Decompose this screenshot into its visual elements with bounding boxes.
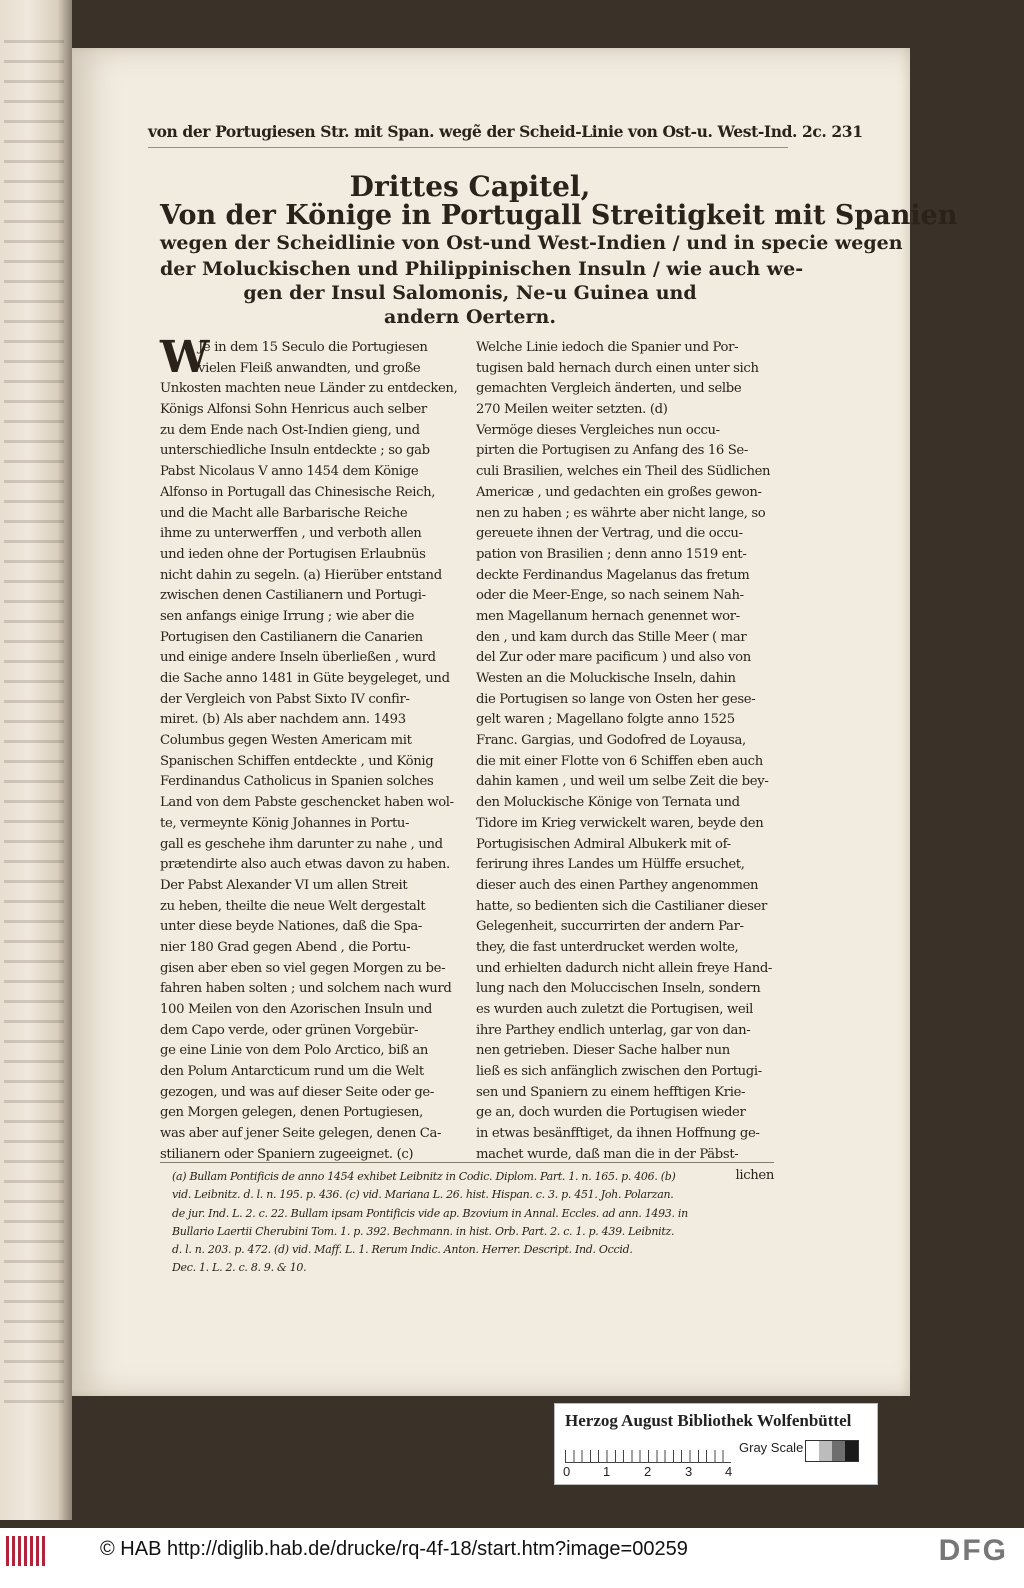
drop-capital: W [160,332,210,383]
text-line: deckte Ferdinandus Magelanus das fretum [476,567,750,583]
text-line: lichen [735,1167,774,1183]
text-line: ferirung ihres Landes um Hülffe ersuchet, [476,857,745,873]
text-line: Je in dem 15 Seculo die Portugiesen [198,340,428,355]
text-line: der Vergleich von Pabst Sixto IV confir- [160,691,410,707]
gray-scale-swatches [805,1440,859,1462]
text-line: Vermöge dieses Vergleiches nun occu- [476,422,720,438]
adjacent-page-text-shadow [4,40,64,1420]
text-line: zu heben, theilte die neue Welt dergestalt [160,898,426,914]
adjacent-page-edge [0,0,72,1520]
text-line: zwischen denen Castilianern und Portugi- [160,588,426,604]
footnote-line: Bullario Laertii Cherubini Tom. 1. p. 392. Bechmann. in hist. Orb. Part. 2. c. 1. p. 439. Leibnitz. [172,1224,675,1238]
text-line: Königs Alfonsi Sohn Henricus auch selber [160,402,427,418]
text-line: stilianern oder Spaniern zugeeignet. (c) [160,1146,414,1162]
text-line: gen Morgen gelegen, denen Portugiesen, [160,1105,424,1121]
text-line: Tidore im Krieg verwickelt waren, beyde den [476,815,764,831]
right-text-column [476,338,774,1186]
library-name: Herzog August Bibliothek Wolfenbüttel [565,1411,852,1430]
footnotes [172,1168,776,1278]
text-line: dem Capo verde, oder grünen Vorgebür- [160,1022,419,1038]
chapter-heading: Drittes Capitel, [349,170,591,203]
text-line: und einige andere Inseln überließen , wurd [160,650,436,666]
ruler-number: 2 [644,1464,652,1479]
text-line: Portugisen den Castilianern die Canarien [160,629,423,645]
text-line: pation von Brasilien ; denn anno 1519 ent- [476,546,747,562]
text-line: Franc. Gargias, und Godofred de Loyausa, [476,733,746,749]
footnote-line: vid. Leibnitz. d. l. n. 195. p. 436. (c) vid. Mariana L. 26. hist. Hispan. c. 3. p. 451. Joh. Polarzan. [172,1188,674,1202]
text-line: nen getrieben. Dieser Sache halber nun [476,1043,730,1059]
footnote-line: Dec. 1. L. 2. c. 8. 9. & 10. [172,1261,307,1275]
text-line: gelt waren ; Magellano folgte anno 1525 [476,712,735,728]
text-line: lung nach den Moluccischen Inseln, sondern [476,981,761,997]
footnote-line: de jur. Ind. L. 2. c. 22. Bullam ipsam Pontificis vide ap. Bzovium in Annal. Eccles. ad ann. 1493. in [172,1206,688,1220]
ruler-number: 1 [603,1464,611,1479]
text-line: Westen an die Moluckische Inseln, dahin [476,671,736,686]
text-line: 100 Meilen von den Azorischen Insuln und [160,1002,432,1017]
text-line: Welche Linie iedoch die Spanier und Por- [476,340,739,355]
text-line: they, die fast unterdrucket werden wolte, [476,939,739,955]
text-line: gezogen, und was auf dieser Seite oder ge- [160,1084,434,1100]
text-line: oder die Meer-Enge, so nach seinem Nah- [476,588,744,604]
gray-swatch [832,1441,845,1461]
color-calibration-card [554,1403,878,1485]
text-line: Unkosten machten neue Länder zu entdecken, [160,381,458,397]
text-line: und ieden ohne der Portugisen Erlaubnüs [160,546,426,562]
chapter-title-line: gen der Insul Salomonis, Ne-u Guinea und [243,282,697,304]
text-line: den Moluckische Könige von Ternata und [476,795,740,811]
text-line: Land von dem Pabste geschencket haben wol- [160,795,454,811]
footnote-rule [160,1162,774,1163]
text-line: in etwas besänfftiget, da ihnen Hoffnung ge- [476,1126,760,1142]
footnote-line: (a) Bullam Pontificis de anno 1454 exhibet Leibnitz in Codic. Diplom. Part. 1. n. 165. p. 406. (b) [172,1170,676,1183]
text-line: Alfonso in Portugall das Chinesische Reich, [160,484,436,500]
text-line: ihme zu unterwerffen , und verboth allen [160,526,422,542]
text-line: nen zu haben ; es währte aber nicht lange, so [476,505,766,521]
text-line: ihre Parthey endlich unterlag, gar von dan- [476,1022,751,1038]
text-line: zu dem Ende nach Ost-Indien gieng, und [160,422,420,438]
gray-swatch [819,1441,832,1461]
text-line: machet wurde, daß man die in der Päbst- [476,1146,739,1162]
text-line: Portugisischen Admiral Albukerk mit of- [476,836,731,852]
text-line: gereuete ihnen der Vertrag, und die occu- [476,526,743,542]
copyright-url[interactable]: © HAB http://diglib.hab.de/drucke/rq-4f-18/start.htm?image=00259 [100,1538,688,1560]
text-line: dieser auch des einen Parthey angenommen [476,877,759,893]
text-line: men Magellanum hernach genennet wor- [476,608,740,624]
text-line: die mit einer Flotte von 6 Schiffen eben auch [476,753,763,769]
text-line: gisen aber eben so viel gegen Morgen zu be- [160,960,446,976]
text-line: unter diese beyde Nationes, daß die Spa- [160,919,423,935]
text-line: dahin kamen , und weil um selbe Zeit die bey- [476,774,769,790]
text-line: prætendirte also auch etwas davon zu haben. [160,857,450,873]
running-head: von der Portugiesen Str. mit Span. wegẽ der Scheid-Linie von Ost-u. West-Ind. 2c. 231 [148,122,788,148]
chapter-title-line: andern Oertern. [384,306,556,328]
text-line: nicht dahin zu segeln. (a) Hierüber entstand [160,567,442,583]
text-line: te, vermeynte König Johannes in Portu- [160,815,410,831]
footer-bar [0,1528,1024,1588]
chapter-title-line: Von der Könige in Portugall Streitigkeit mit Spanien [160,200,958,231]
text-line: die Portugisen so lange von Osten her gese- [476,691,756,707]
text-line: Columbus gegen Westen Americam mit [160,733,412,749]
text-line: del Zur oder mare pacificum ) und also von [476,650,751,666]
text-line: fahren haben solten ; und solchem nach wurd [160,981,452,997]
text-line: es wurden auch zuletzt die Portugisen, weil [476,1002,754,1017]
footnote-line: d. l. n. 203. p. 472. (d) vid. Maff. L. 1. Rerum Indic. Anton. Herrer. Descript. Ind. Occid. [172,1243,633,1257]
text-line: pirten die Portugisen zu Anfang des 16 Se- [476,443,748,459]
text-line: unterschiedliche Insuln entdeckte ; so gab [160,443,430,459]
text-line: und erhielten dadurch nicht allein freye Hand- [476,960,773,976]
text-line: culi Brasilien, welches ein Theil des Südlichen [476,464,771,480]
text-line: den , und kam durch das Stille Meer ( mar [476,629,747,645]
text-line: gemachten Vergleich änderten, und selbe [476,381,742,397]
text-line: sen anfangs einige Irrung ; wie aber die [160,608,415,624]
text-line: tugisen bald hernach durch einen unter sich [476,360,759,376]
text-line: miret. (b) Als aber nachdem ann. 1493 [160,712,406,728]
dfg-logo: DFG [938,1534,1008,1567]
text-line: Spanischen Schiffen entdeckte , und König [160,753,434,769]
gray-scale-label: Gray Scale [739,1440,804,1455]
text-line: 270 Meilen weiter setzten. (d) [476,402,668,418]
text-line: sen und Spaniern zu einem hefftigen Krie- [476,1084,746,1100]
text-line: Gelegenheit, succurrirten der andern Par- [476,919,744,935]
text-line: die Sache anno 1481 in Güte beygeleget, und [160,671,450,686]
gray-swatch [845,1441,858,1461]
text-line: den Polum Antarcticum rund um die Welt [160,1064,424,1080]
ruler-number: 4 [725,1464,733,1479]
text-line: ge eine Linie von dem Polo Arctico, biß an [160,1043,429,1059]
gray-swatch [806,1441,819,1461]
text-line: hatte, so bedienten sich die Castilianer dieser [476,898,767,914]
measurement-ruler [565,1438,731,1463]
chapter-title-line: der Moluckischen und Philippinischen Insuln / wie auch we- [160,258,804,280]
ruler-number: 3 [685,1464,693,1479]
text-line: und die Macht alle Barbarische Reiche [160,505,408,521]
text-line: ge an, doch wurden die Portugisen wieder [476,1105,746,1121]
chapter-title-line: wegen der Scheidlinie von Ost-und West-Indien / und in specie wegen [160,232,903,254]
hab-logo-icon [6,1536,46,1566]
text-line: gall es geschehe ihm darunter zu nahe , und [160,836,443,852]
left-text-column [160,332,458,1166]
text-line: nier 180 Grad gegen Abend , die Portu- [160,939,411,955]
text-line: Americæ , und gedachten ein großes gewon- [476,484,762,500]
text-line: was aber auf jener Seite gelegen, denen Ca- [160,1126,442,1142]
text-line: ließ es sich anfänglich zwischen den Portugi- [476,1064,762,1080]
text-line: Ferdinandus Catholicus in Spanien solches [160,774,434,790]
text-line: vielen Fleiß anwandten, und große [198,360,421,376]
text-line: Pabst Nicolaus V anno 1454 dem Könige [160,464,419,480]
text-line: Der Pabst Alexander VI um allen Streit [160,877,408,893]
ruler-number: 0 [563,1464,571,1479]
